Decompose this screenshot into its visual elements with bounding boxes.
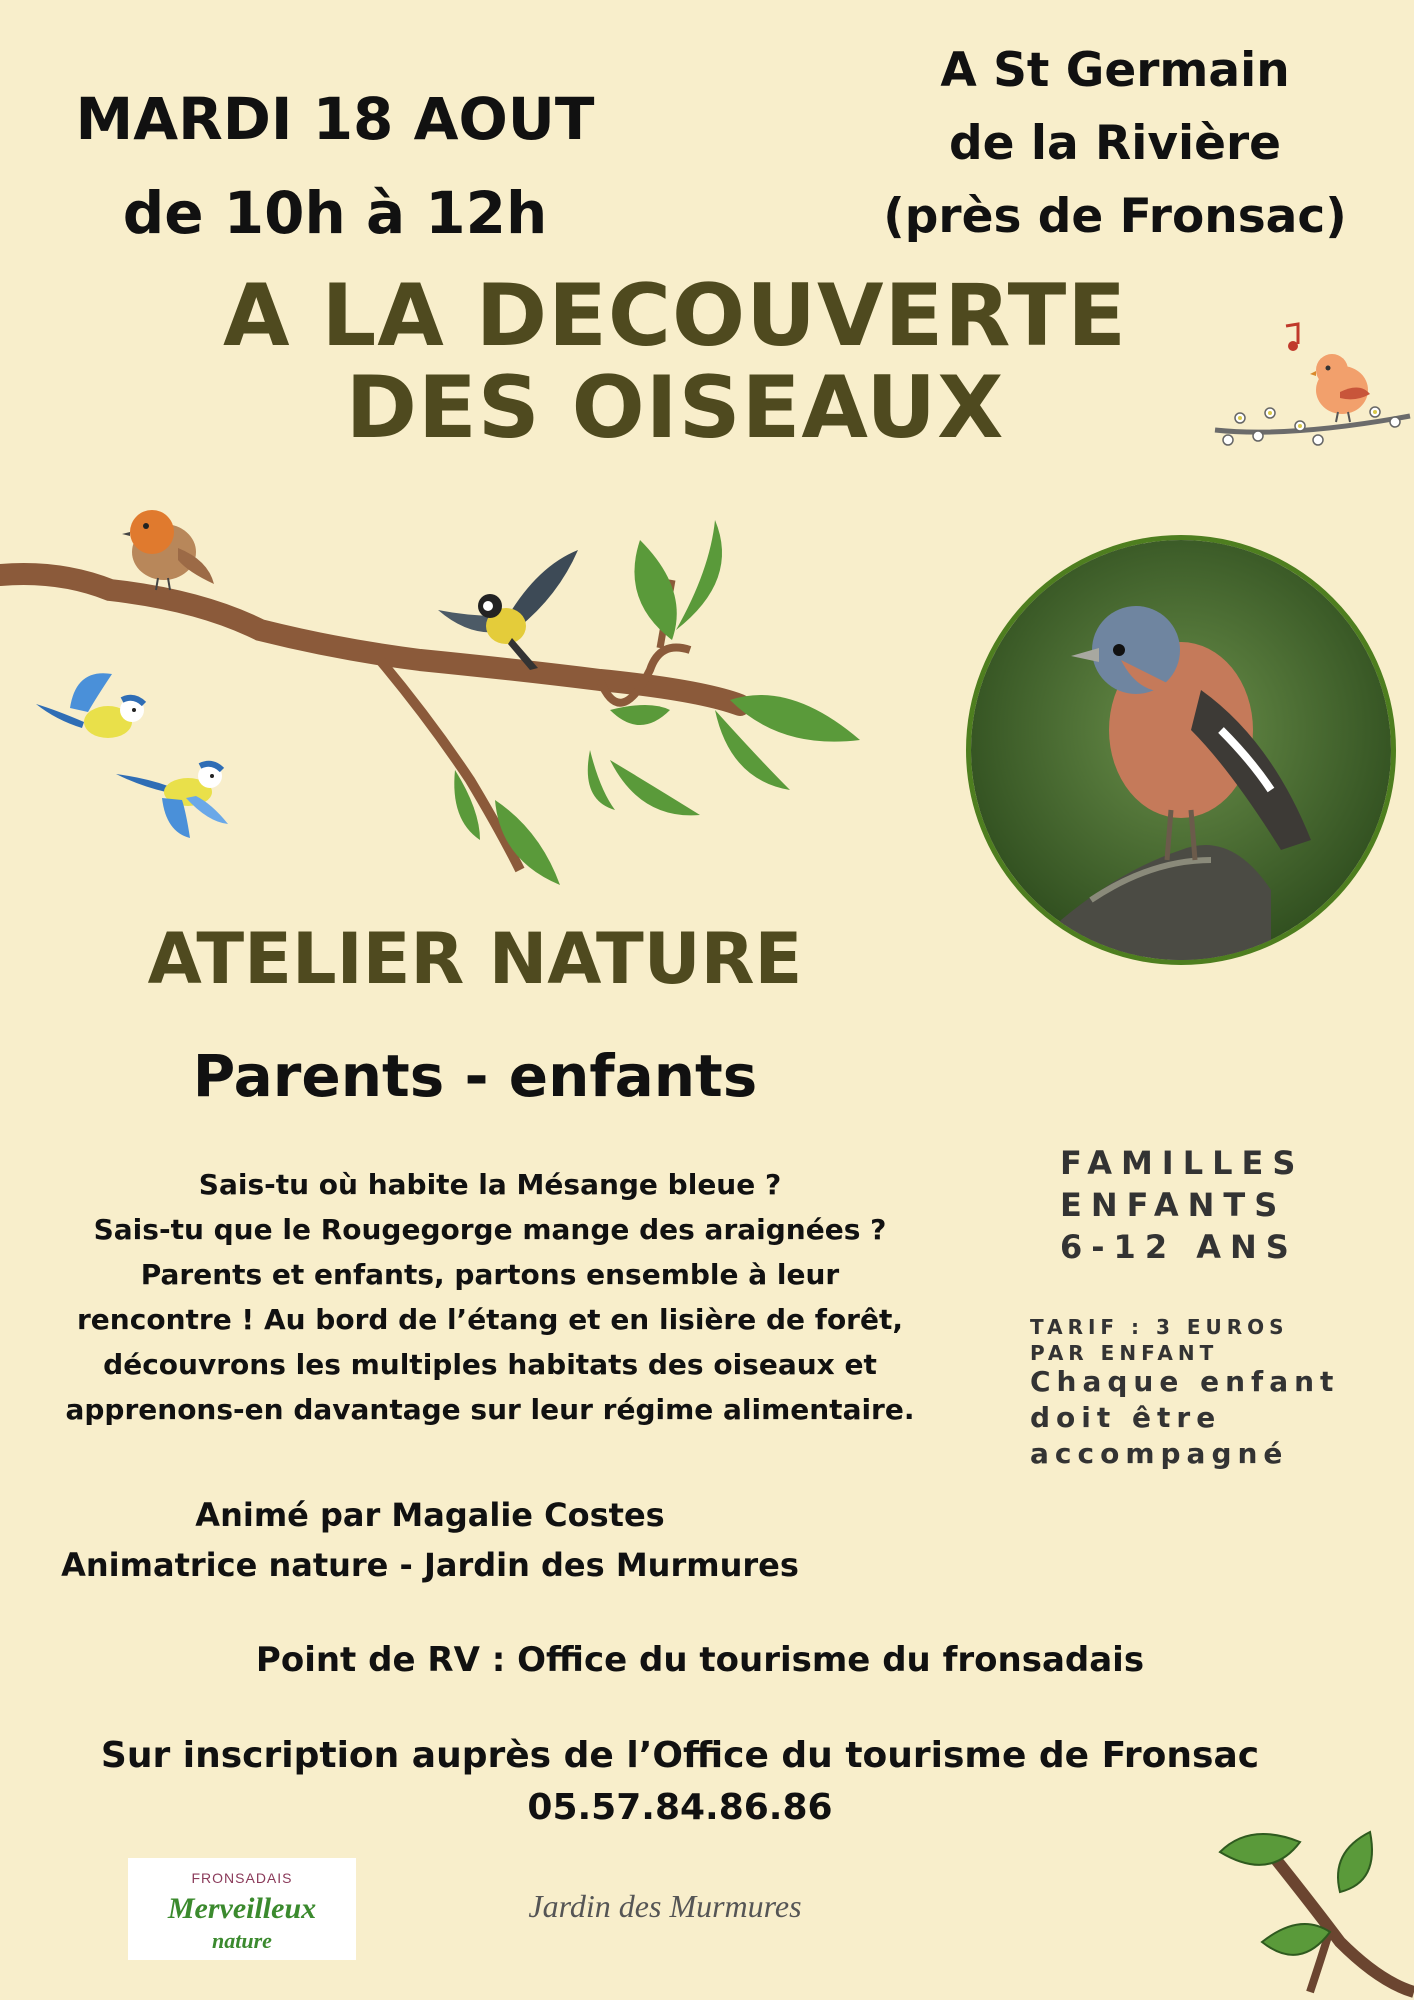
target-line-3: 6-12 ANS <box>1060 1228 1298 1266</box>
target-audience <box>1000 1142 1340 1268</box>
price-line-1: TARIF : 3 EUROS <box>1030 1315 1289 1339</box>
logo-sub-text: nature <box>212 1928 272 1953</box>
animator-line-2: Animatrice nature - Jardin des Murmures <box>61 1546 799 1584</box>
description-line: Sais-tu que le Rougegorge mange des araignées ? <box>93 1213 887 1246</box>
price-line-2: PAR ENFANT <box>1030 1341 1219 1365</box>
jardin-logo-text: Jardin des Murmures <box>528 1888 802 1924</box>
description-line: rencontre ! Au bord de l’étang et en lisière de forêt, <box>77 1303 903 1336</box>
accompany-line-1: Chaque enfant <box>1030 1365 1340 1398</box>
target-line-1: FAMILLES <box>1060 1144 1305 1182</box>
location-line-2: de la Rivière <box>948 116 1282 171</box>
animator-line-1: Animé par Magalie Costes <box>195 1496 665 1534</box>
accompany-note <box>1030 1364 1400 1472</box>
registration-info <box>60 1730 1300 1834</box>
chaffinch-photo <box>966 535 1396 965</box>
date-line: MARDI 18 AOUT <box>75 85 595 153</box>
fronsadais-logo <box>128 1858 356 1960</box>
logo-top-text: FRONSADAIS <box>191 1870 293 1886</box>
description <box>60 1162 920 1432</box>
logo-main-text: Merveilleux <box>167 1892 317 1925</box>
accompany-line-3: accompagné <box>1030 1437 1289 1470</box>
audience-heading: Parents - enfants <box>192 1042 758 1110</box>
phone-number: 05.57.84.86.86 <box>527 1787 833 1828</box>
price-info <box>1030 1314 1390 1366</box>
location-line-1: A St Germain <box>940 43 1290 98</box>
target-line-2: ENFANTS <box>1060 1186 1287 1224</box>
description-line: Parents et enfants, partons ensemble à leur <box>140 1258 840 1291</box>
jardin-logo <box>505 1888 825 1925</box>
robin-icon <box>118 500 218 592</box>
time-line: de 10h à 12h <box>122 179 548 247</box>
description-line: Sais-tu où habite la Mésange bleue ? <box>198 1168 782 1201</box>
accompany-line-2: doit être <box>1030 1401 1222 1434</box>
music-note-icon <box>1278 322 1304 356</box>
blue-tit-icon <box>116 752 232 838</box>
animator-info <box>60 1490 800 1590</box>
event-location <box>880 34 1350 253</box>
location-line-3: (près de Fronsac) <box>883 189 1347 244</box>
meeting-point: Point de RV : Office du tourisme du fronsadais <box>255 1640 1145 1680</box>
event-date <box>40 72 630 260</box>
leaf-icon <box>1210 1812 1414 2000</box>
description-line: apprenons-en davantage sur leur régime alimentaire. <box>65 1393 915 1426</box>
blue-tit-icon <box>36 668 154 750</box>
great-tit-icon <box>438 546 588 676</box>
page-title <box>150 266 1200 458</box>
title-line-1: A LA DECOUVERTE <box>222 266 1128 366</box>
description-line: découvrons les multiples habitats des oiseaux et <box>103 1348 877 1381</box>
small-bird-icon <box>1210 318 1414 468</box>
registration-line: Sur inscription auprès de l’Office du tourisme de Fronsac <box>100 1735 1260 1776</box>
atelier-heading: ATELIER NATURE <box>147 918 803 1000</box>
title-line-2: DES OISEAUX <box>345 358 1005 458</box>
